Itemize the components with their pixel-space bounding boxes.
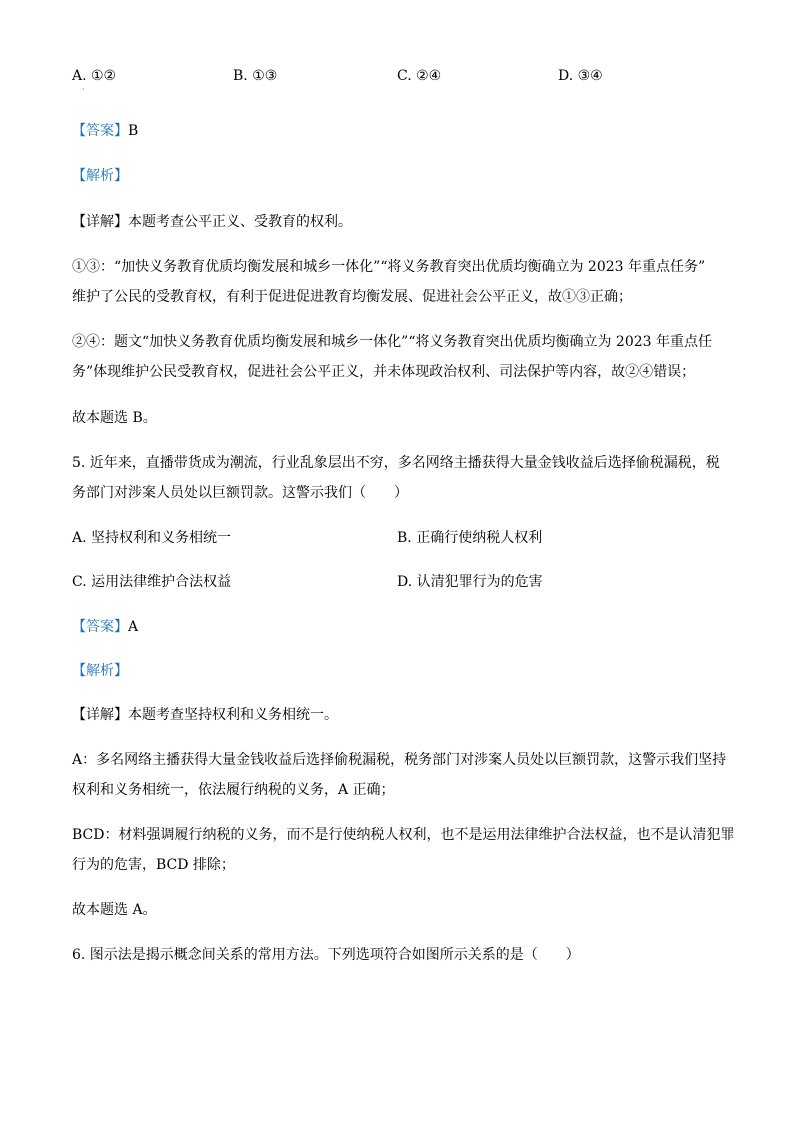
q4-analysis-heading [72, 166, 128, 186]
q4-option-b: B. ①③ [233, 68, 278, 84]
q4-option-c: C. ②④ [397, 68, 442, 84]
q4-option-d: D. ③④ [558, 68, 603, 84]
answer-tag: 【答案】 [72, 123, 128, 139]
q5-answer [72, 617, 138, 637]
stray-dot: · [82, 85, 85, 94]
q5-option-d: D. 认清犯罪行为的危害 [397, 574, 543, 590]
detail-tag: 【详解】 [72, 214, 128, 230]
q4-detail [72, 212, 352, 232]
detail-text: 本题考查公平正义、受教育的权利。 [128, 214, 352, 230]
q4-option-a: A. ①② [72, 68, 117, 84]
analysis-tag: 【解析】 [72, 663, 128, 679]
analysis-tag: 【解析】 [72, 168, 128, 184]
q5-para-b-line1: BCD：材料强调履行纳税的义务，而不是行使纳税人权利，也不是运用法律维护合法权益，也不是认清犯罪 [72, 827, 735, 843]
q5-option-b: B. 正确行使纳税人权利 [397, 530, 543, 546]
q5-analysis-heading [72, 661, 128, 681]
q5-stem-line1: 5. 近年来，直播带货成为潮流，行业乱象层出不穷，多名网络主播获得大量金钱收益后选择偷税漏税，税 [72, 455, 720, 471]
detail-text: 本题考查坚持权利和义务相统一。 [128, 707, 338, 723]
q5-stem-line2: 务部门对涉案人员处以巨额罚款。这警示我们（ ） [72, 485, 408, 501]
q4-conclusion: 故本题选 B。 [72, 410, 157, 426]
q5-option-a: A. 坚持权利和义务相统一 [72, 530, 232, 546]
q5-conclusion: 故本题选 A。 [72, 902, 157, 918]
q5-para-a-line2: 权利和义务相统一，依法履行纳税的义务，A 正确； [72, 782, 395, 798]
q4-para1-line1: ①③：“加快义务教育优质均衡发展和城乡一体化”“将义务教育突出优质均衡确立为 2023 年重点任务” [72, 259, 706, 275]
q6-stem: 6. 图示法是揭示概念间关系的常用方法。下列选项符合如图所示关系的是（ ） [72, 947, 580, 963]
answer-value: B [128, 123, 139, 139]
answer-value: A [128, 619, 139, 635]
q5-para-a-line1: A：多名网络主播获得大量金钱收益后选择偷税漏税，税务部门对涉案人员处以巨额罚款，这警示我们坚持 [72, 752, 727, 768]
q5-para-b-line2: 行为的危害，BCD 排除； [72, 857, 235, 873]
answer-tag: 【答案】 [72, 619, 128, 635]
q4-para2-line2: 务”体现维护公民受教育权，促进社会公平正义，并未体现政治权利、司法保护等内容，故②④错误； [72, 364, 696, 380]
q4-para2-line1: ②④：题文“加快义务教育优质均衡发展和城乡一体化”“将义务教育突出优质均衡确立为 2023 年重点任 [72, 334, 712, 350]
q5-detail [72, 705, 338, 725]
detail-tag: 【详解】 [72, 707, 128, 723]
q4-para1-line2: 维护了公民的受教育权，有利于促进促进教育均衡发展、促进社会公平正义，故①③正确； [72, 289, 632, 305]
q4-answer [72, 121, 138, 141]
q5-option-c: C. 运用法律维护合法权益 [72, 574, 232, 590]
